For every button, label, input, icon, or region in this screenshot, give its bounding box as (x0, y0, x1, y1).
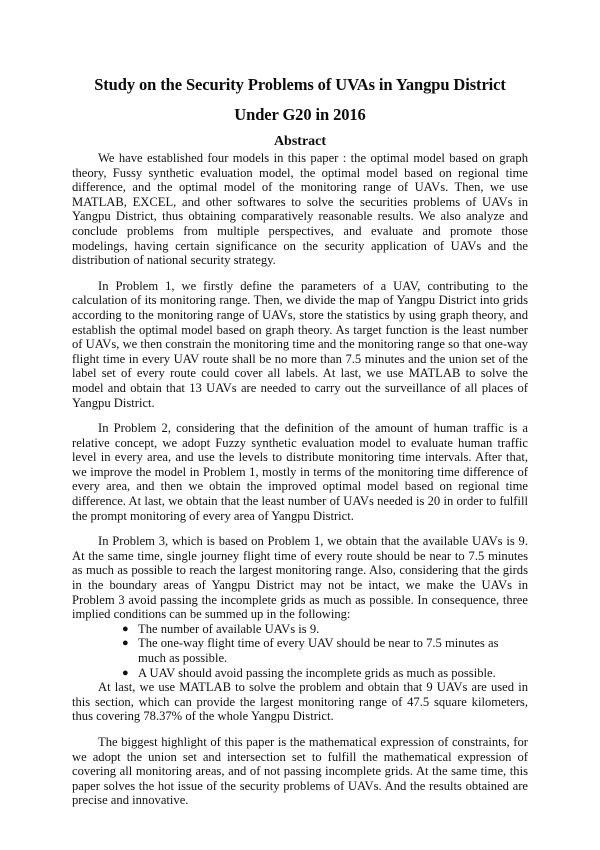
list-item-label: A UAV should avoid passing the incomplete grids as much as possible. (138, 665, 496, 680)
bullet-icon: ● (122, 622, 129, 635)
abstract-heading: Abstract (273, 134, 327, 149)
abstract-paragraph-1: We have established four models in this paper : the optimal model based on graph theory, Fussy synthetic evaluation model, the optimal model based on regional time difference, and the optimal model of the monitoring range of UAVs. Then, we use MATLAB, EXCEL, and other softwares to solve the securities problems of UAVs in Yangpu District, thus obtaining comparatively reasonable results. We also analyze and conclude problems from multiple perspectives, and evaluate and promote those modelings, having certain significance on the security application of UAVs and the distribution of national security strategy. (72, 151, 528, 268)
bullet-icon: ● (122, 666, 129, 679)
abstract-paragraph-2: In Problem 1, we firstly define the parameters of a UAV, contributing to the calculation of its monitoring range. Then, we divide the map of Yangpu District into grids according to the monitoring range of UAVs, store the statistics by using graph theory, and establish the optimal model based on graph theory. As target function is the least number of UAVs, we then constrain the monitoring time and the monitoring range so that one-way flight time in every UAV route shall be no more than 7.5 minutes and the union set of the label set of every route could cover all labels. At last, we use MATLAB to solve the model and obtain that 13 UAVs are needed to carry out the surveillance of all places of Yangpu District. (72, 278, 528, 410)
list-item (72, 666, 528, 681)
bullet-icon: ● (122, 637, 129, 650)
list-item-label: The one-way flight time of every UAV should be near to 7.5 minutes as much as possible. (138, 636, 499, 665)
paper-title-line-1: Study on the Security Problems of UVAs in Yangpu District (94, 75, 506, 94)
document-content (72, 0, 528, 808)
list-item (72, 636, 528, 665)
abstract-closing-paragraph: The biggest highlight of this paper is the mathematical expression of constraints, for we adopt the union set and intersection set to fulfill the mathematical expression of covering all monitoring areas, and of not passing incomplete grids. At the same time, this paper solves the hot issue of the security problems of UAVs. And the results obtained are precise and innovative. (72, 734, 528, 808)
abstract-paragraph-4: In Problem 3, which is based on Problem 1, we obtain that the available UAVs is 9. At the same time, single journey flight time of every route should be near to 7.5 minutes as much as possible to reach the largest monitoring range. Also, considering that the girds in the boundary areas of Yangpu District may not be intact, we make the UAVs in Problem 3 avoid passing the incomplete grids as much as possible. In consequence, three implied conditions can be summed up in the following: (72, 534, 528, 622)
list-item (72, 622, 528, 637)
paper-title (72, 70, 528, 130)
implied-conditions-list (72, 622, 528, 680)
list-item-label: The number of available UAVs is 9. (138, 621, 320, 636)
paper-title-line-2: Under G20 in 2016 (234, 105, 366, 124)
abstract-paragraph-3: In Problem 2, considering that the definition of the amount of human traffic is a relative concept, we adopt Fuzzy synthetic evaluation model to evaluate human traffic level in every area, and use the levels to distribute monitoring time intervals. After that, we improve the model in Problem 1, mostly in terms of the monitoring time difference of every area, and then we obtain the improved optimal model based on regional time difference. At last, we obtain that the least number of UAVs needed is 20 in order to fulfill the prompt monitoring of every area of Yangpu District. (72, 421, 528, 523)
abstract-paragraph-after-bullets: At last, we use MATLAB to solve the problem and obtain that 9 UAVs are used in this section, which can provide the largest monitoring range of 47.5 square kilometers, thus covering 78.37% of the whole Yangpu District. (72, 680, 528, 724)
